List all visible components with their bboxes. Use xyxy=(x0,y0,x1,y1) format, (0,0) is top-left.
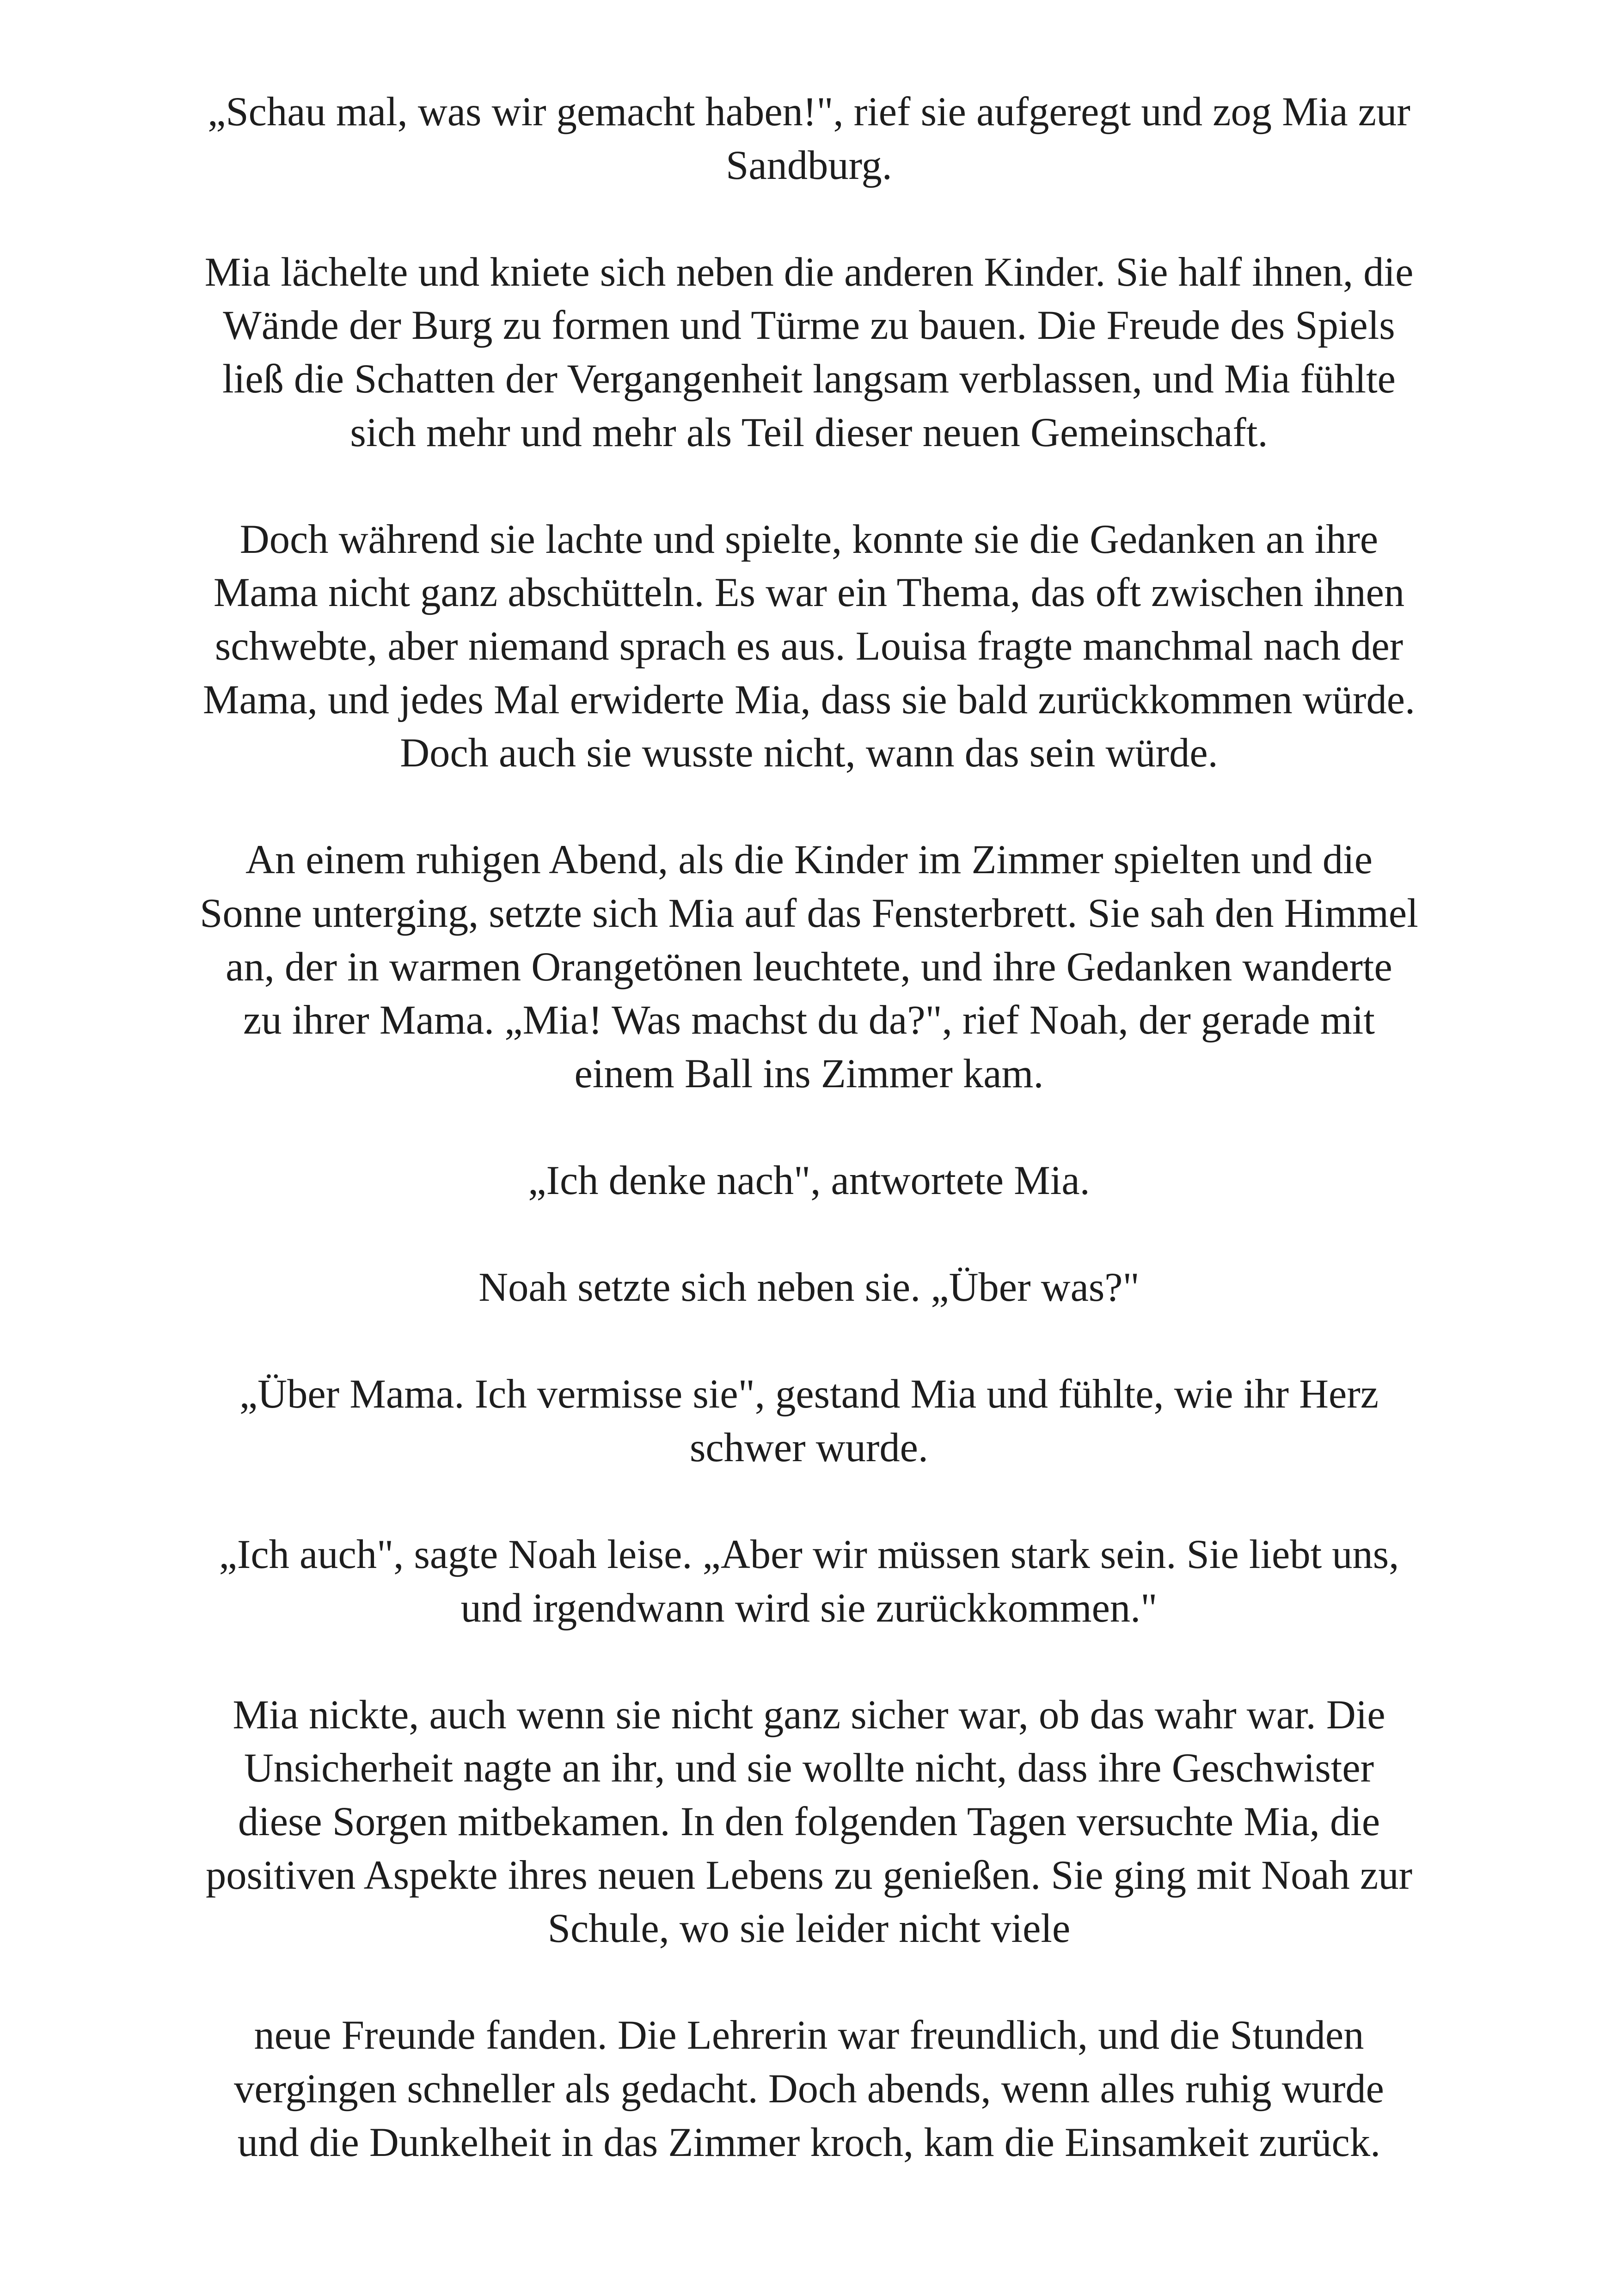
text-line: vergingen schneller als gedacht. Doch abends, wenn alles ruhig wurde xyxy=(234,2066,1384,2112)
paragraph-7 xyxy=(106,1368,1512,1475)
text-line: schwer wurde. xyxy=(689,1425,929,1470)
text-line: „Über Mama. Ich vermisse sie", gestand Mia und fühlte, wie ihr Herz xyxy=(239,1371,1379,1417)
text-line: zu ihrer Mama. „Mia! Was machst du da?", rief Noah, der gerade mit xyxy=(243,998,1375,1043)
text-line: „Ich denke nach", antwortete Mia. xyxy=(528,1157,1090,1203)
text-line: und irgendwann wird sie zurückkommen." xyxy=(460,1585,1158,1631)
paragraph-3 xyxy=(106,513,1512,780)
text-line: An einem ruhigen Abend, als die Kinder im Zimmer spielten und die xyxy=(245,837,1373,883)
text-line: schwebte, aber niemand sprach es aus. Louisa fragte manchmal nach der xyxy=(215,623,1403,669)
text-line: positiven Aspekte ihres neuen Lebens zu genießen. Sie ging mit Noah zur xyxy=(205,1852,1413,1898)
text-line: ließ die Schatten der Vergangenheit langsam verblassen, und Mia fühlte xyxy=(222,356,1396,402)
text-line: diese Sorgen mitbekamen. In den folgenden Tagen versuchte Mia, die xyxy=(238,1799,1380,1844)
paragraph-8 xyxy=(106,1528,1512,1635)
paragraph-2 xyxy=(106,246,1512,459)
text-line: Schule, wo sie leider nicht viele xyxy=(547,1906,1071,1952)
text-line: Mia lächelte und kniete sich neben die anderen Kinder. Sie half ihnen, die xyxy=(204,249,1414,295)
text-line: „Ich auch", sagte Noah leise. „Aber wir müssen stark sein. Sie liebt uns, xyxy=(219,1532,1399,1578)
text-line: Sandburg. xyxy=(726,142,892,188)
text-line: Doch auch sie wusste nicht, wann das sein würde. xyxy=(400,730,1218,776)
paragraph-9 xyxy=(106,1689,1512,1956)
text-line: Sonne unterging, setzte sich Mia auf das Fensterbrett. Sie sah den Himmel xyxy=(200,890,1418,936)
text-line: Doch während sie lachte und spielte, konnte sie die Gedanken an ihre xyxy=(239,516,1379,562)
paragraph-5 xyxy=(106,1154,1512,1208)
text-line: neue Freunde fanden. Die Lehrerin war freundlich, und die Stunden xyxy=(254,2013,1364,2058)
text-line: an, der in warmen Orangetönen leuchtete, und ihre Gedanken wanderte xyxy=(226,944,1392,990)
text-line: „Schau mal, was wir gemacht haben!", rief sie aufgeregt und zog Mia zur xyxy=(208,89,1410,135)
text-line: einem Ball ins Zimmer kam. xyxy=(574,1051,1044,1096)
paragraph-10 xyxy=(106,2009,1512,2169)
paragraph-4 xyxy=(106,833,1512,1101)
story-text xyxy=(106,86,1512,2223)
text-line: Mama nicht ganz abschütteln. Es war ein Thema, das oft zwischen ihnen xyxy=(213,570,1405,616)
text-line: und die Dunkelheit in das Zimmer kroch, kam die Einsamkeit zurück. xyxy=(237,2119,1381,2165)
text-line: Mama, und jedes Mal erwiderte Mia, dass sie bald zurückkommen würde. xyxy=(202,677,1416,722)
text-line: sich mehr und mehr als Teil dieser neuen Gemeinschaft. xyxy=(350,410,1268,455)
text-line: Unsicherheit nagte an ihr, und sie wollte nicht, dass ihre Geschwister xyxy=(244,1745,1374,1791)
text-line: Noah setzte sich neben sie. „Über was?" xyxy=(478,1265,1140,1310)
paragraph-1 xyxy=(106,86,1512,192)
text-line: Wände der Burg zu formen und Türme zu bauen. Die Freude des Spiels xyxy=(223,303,1395,349)
text-line: Mia nickte, auch wenn sie nicht ganz sicher war, ob das wahr war. Die xyxy=(233,1692,1385,1738)
paragraph-6 xyxy=(106,1261,1512,1315)
